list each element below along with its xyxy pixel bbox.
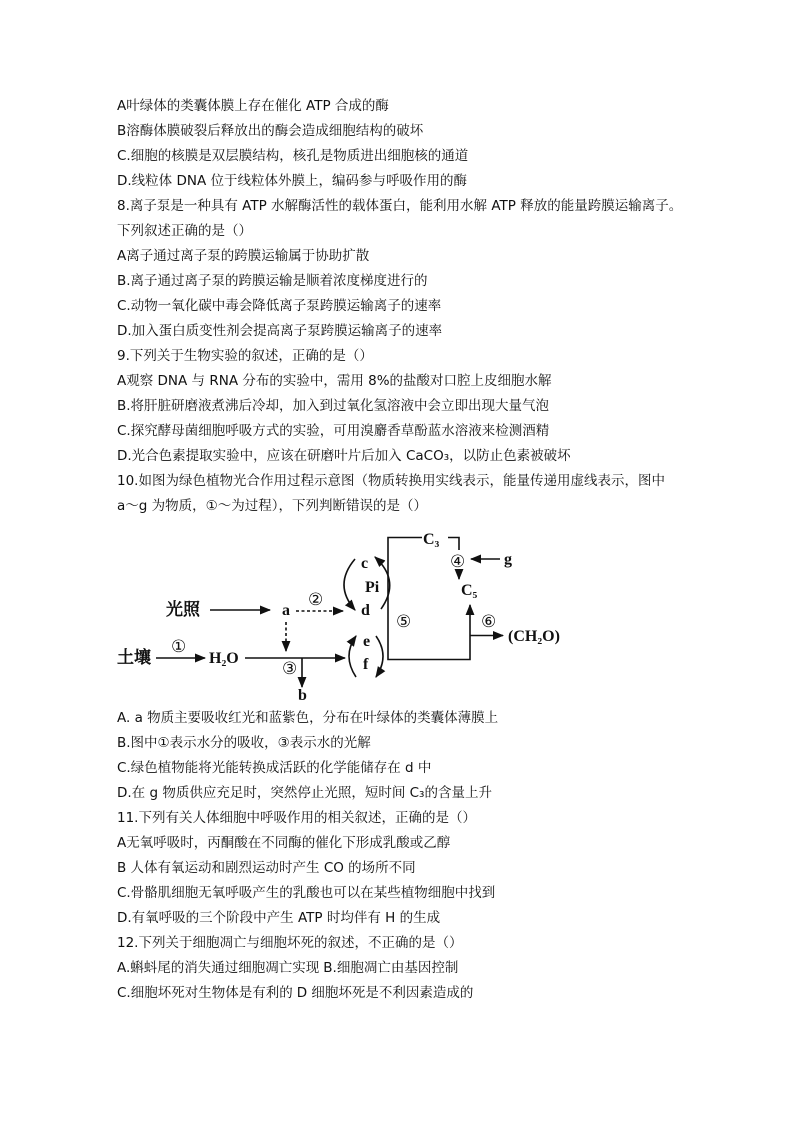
q8-option-c: C.动物一氧化碳中毒会降低离子泵跨膜运输离子的速率 <box>117 298 442 314</box>
q8-option-b: B.离子通过离子泵的跨膜运输是顺着浓度梯度进行的 <box>117 273 428 289</box>
q9-option-d: D.光合色素提取实验中，应该在研磨叶片后加入 CaCO₃，以防止色素被破坏 <box>117 448 571 464</box>
label-step-2: ② <box>308 590 324 610</box>
photosynthesis-diagram <box>117 519 577 706</box>
q7-option-d: D.线粒体 DNA 位于线粒体外膜上，编码参与呼吸作用的酶 <box>117 173 467 189</box>
q11-option-d: D.有氧呼吸的三个阶段中产生 ATP 时均伴有 H 的生成 <box>117 910 441 926</box>
q9-option-c: C.探究酵母菌细胞呼吸方式的实验，可用溴麝香草酚蓝水溶液来检测酒精 <box>117 423 550 439</box>
label-c: c <box>361 555 369 572</box>
q10-stem-line-2: a～g 为物质，①～为过程），下列判断错误的是（） <box>117 498 427 514</box>
q12-options-row-1 <box>117 956 757 981</box>
q9-option-b: B.将肝脏研磨液煮沸后冷却，加入到过氧化氢溶液中会立即出现大量气泡 <box>117 398 550 414</box>
q8-option-d: D.加入蛋白质变性剂会提高离子泵跨膜运输离子的速率 <box>117 323 443 339</box>
label-step-5: ⑤ <box>396 612 412 632</box>
label-e: e <box>363 633 371 650</box>
label-g: g <box>504 551 512 568</box>
exam-page-content <box>117 94 757 1006</box>
q11-option-c: C.骨骼肌细胞无氧呼吸产生的乳酸也可以在某些植物细胞中找到 <box>117 885 496 901</box>
q12-option-b: B.细胞凋亡由基因控制 <box>323 960 459 976</box>
label-f: f <box>363 656 369 673</box>
label-step-6: ⑥ <box>481 612 497 632</box>
q8-stem-line-1: 8.离子泵是一种具有 ATP 水解酶活性的载体蛋白，能利用水解 ATP 释放的能量跨膜运输离子。 <box>117 198 683 214</box>
label-product: (CH₂O) <box>508 628 560 645</box>
q10-stem-line-1: 10.如图为绿色植物光合作用过程示意图（物质转换用实线表示，能量传递用虚线表示，图中 <box>117 473 665 489</box>
arc-arrow-f-to-e <box>349 636 356 677</box>
label-c3: C₃ <box>423 531 440 548</box>
label-pi: Pi <box>365 579 380 596</box>
label-b: b <box>298 687 307 704</box>
q12-option-c: C.细胞坏死对生物体是有利的 <box>117 985 293 1001</box>
q9-option-a: A观察 DNA 与 RNA 分布的实验中，需用 8%的盐酸对口腔上皮细胞水解 <box>117 373 552 389</box>
q7-option-b: B溶酶体膜破裂后释放出的酶会造成细胞结构的破坏 <box>117 123 424 139</box>
q9-stem: 9.下列关于生物实验的叙述，正确的是（） <box>117 348 373 364</box>
q11-stem: 11.下列有关人体细胞中呼吸作用的相关叙述，正确的是（） <box>117 810 476 826</box>
q8-option-a: A离子通过离子泵的跨膜运输属于协助扩散 <box>117 248 370 264</box>
q11-option-b: B 人体有氧运动和剧烈运动时产生 CO 的场所不同 <box>117 860 416 876</box>
q8-stem-line-2: 下列叙述正确的是（） <box>117 223 252 239</box>
q12-option-a: A.蝌蚪尾的消失通过细胞凋亡实现 <box>117 960 320 976</box>
label-step-1: ① <box>171 637 187 657</box>
q7-option-c: C.细胞的核膜是双层膜结构，核孔是物质进出细胞核的通道 <box>117 148 469 164</box>
label-water: H₂O <box>209 650 239 667</box>
label-step-4: ④ <box>450 552 466 572</box>
q10-option-a: A. a 物质主要吸收红光和蓝紫色，分布在叶绿体的类囊体薄膜上 <box>117 710 499 726</box>
arc-arrow-e-to-f <box>376 636 383 677</box>
label-c5: C₅ <box>461 582 478 599</box>
q10-option-c: C.绿色植物能将光能转换成活跃的化学能储存在 d 中 <box>117 760 432 776</box>
q12-option-d: D 细胞坏死是不利因素造成的 <box>296 985 474 1001</box>
cycle-top-right-path <box>448 538 459 551</box>
q10-option-b: B.图中①表示水分的吸收，③表示水的光解 <box>117 735 371 751</box>
arc-arrow-c-to-d <box>344 559 355 610</box>
label-step-3: ③ <box>282 659 298 679</box>
label-soil: 土壤 <box>117 648 151 668</box>
q10-option-d: D.在 g 物质供应充足时，突然停止光照，短时间 C₃的含量上升 <box>117 785 492 801</box>
label-light: 光照 <box>166 600 200 620</box>
q7-option-a: A叶绿体的类囊体膜上存在催化 ATP 合成的酶 <box>117 98 389 114</box>
label-d: d <box>361 602 370 619</box>
q11-option-a: A无氧呼吸时，丙酮酸在不同酶的催化下形成乳酸或乙醇 <box>117 835 451 851</box>
q12-stem: 12.下列关于细胞凋亡与细胞坏死的叙述，不正确的是（） <box>117 935 463 951</box>
q12-options-row-2 <box>117 981 757 1006</box>
label-a: a <box>282 602 290 619</box>
